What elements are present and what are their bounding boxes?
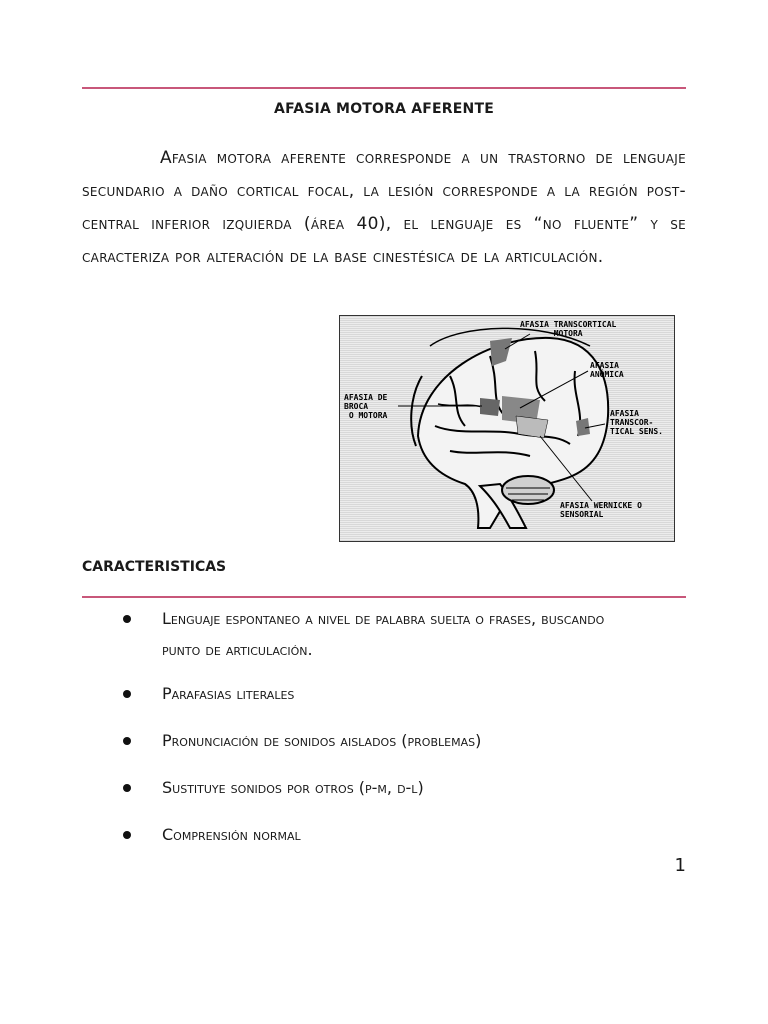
characteristics-list <box>82 603 686 850</box>
bullet-icon <box>123 737 131 745</box>
label-transcortical-motora: AFASIA TRANSCORTICAL MOTORA <box>520 320 617 338</box>
list-item <box>82 772 686 803</box>
page-title: AFASIA MOTORA AFERENTE <box>274 101 494 117</box>
top-divider <box>82 87 686 89</box>
label-wernicke: AFASIA WERNICKE O SENSORIAL <box>560 501 642 519</box>
label-broca: AFASIA DE BROCA O MOTORA <box>344 393 388 420</box>
bullet-icon <box>123 615 131 623</box>
list-item-text: Parafasias literales <box>162 684 295 703</box>
list-item-text: Sustituye sonidos por otros (p-m, d-l) <box>162 778 424 797</box>
page-number: 1 <box>674 855 686 876</box>
intro-paragraph-text: Afasia motora aferente corresponde a un trastorno de lenguaje secundario a daño cortical focal, la lesión corresponde a la región post-central inferior izquierda (área 40), el lenguaje es “no fluente” y se caracteriza por alteración de la base cinestésica de la articulación. <box>82 148 686 267</box>
list-item <box>82 603 686 665</box>
label-transcortical-sensorial: AFASIA TRANSCOR- TICAL SENS. <box>610 409 663 436</box>
list-item-text: Pronunciación de sonidos aislados (problemas) <box>162 731 482 750</box>
list-item-text: Lenguaje espontaneo a nivel de palabra suelta o frases, buscando punto de articulación. <box>162 609 605 659</box>
bullet-icon <box>123 831 131 839</box>
list-item <box>82 819 686 850</box>
bullet-icon <box>123 690 131 698</box>
label-anomica: AFASIA ANÓMICA <box>590 361 624 379</box>
list-item <box>82 678 686 709</box>
section-heading: CARACTERISTICAS <box>82 559 227 575</box>
intro-paragraph <box>82 142 686 274</box>
brain-aphasia-diagram <box>339 315 675 542</box>
bullet-icon <box>123 784 131 792</box>
section-divider <box>82 596 686 598</box>
list-item-text: Comprensión normal <box>162 825 301 844</box>
list-item <box>82 725 686 756</box>
